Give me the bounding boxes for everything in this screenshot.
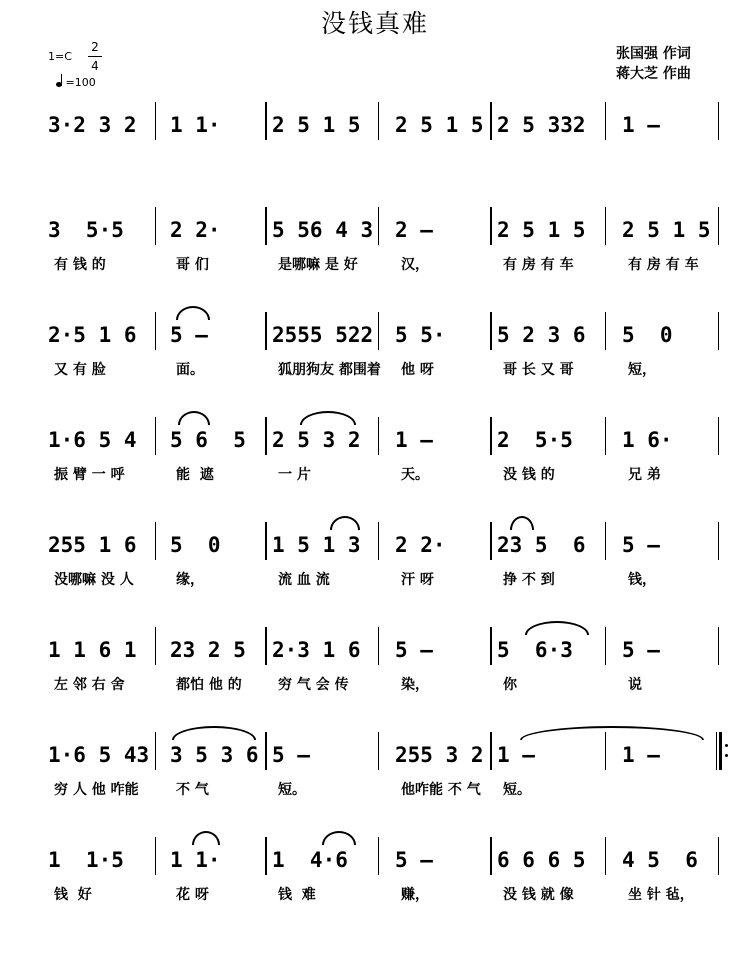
measure-notes: 255 1 6: [48, 533, 137, 557]
measure-lyrics: 赚，: [401, 887, 429, 903]
measure-lyrics: 钱，: [628, 572, 656, 588]
bar-line: [155, 207, 156, 245]
measure-lyrics: 哥 们: [176, 257, 209, 273]
measure-notes: 23 5 6: [497, 533, 586, 557]
bar-line: [155, 312, 156, 350]
bar-line: [155, 837, 156, 875]
slur-mark: [172, 726, 256, 740]
measure-notes: 1 –: [622, 743, 660, 767]
bar-line: [490, 312, 492, 350]
measure-notes: 1 1·: [170, 848, 221, 872]
bar-line: [265, 522, 267, 560]
slur-mark: [322, 831, 356, 845]
measure-lyrics: 缘，: [176, 572, 204, 588]
bar-line: [490, 627, 492, 665]
measure-lyrics: 说: [628, 677, 642, 693]
measure-notes: 1 –: [497, 743, 535, 767]
bar-line: [718, 522, 719, 560]
measure-notes: 1·6 5 4: [48, 428, 137, 452]
measure-notes: 5 –: [395, 638, 433, 662]
staff-system: [0, 843, 750, 913]
bar-line: [155, 102, 156, 140]
bar-line: [378, 837, 379, 875]
measure-lyrics: 能 遮: [176, 467, 214, 483]
measure-lyrics: 面。: [176, 362, 204, 378]
time-signature-top: 2: [91, 40, 99, 54]
measure-notes: 2·3 1 6: [272, 638, 361, 662]
measure-lyrics: 不 气: [176, 782, 209, 798]
staff-system: [0, 213, 750, 283]
measure-notes: 2 5·5: [497, 428, 573, 452]
bar-line: [718, 627, 719, 665]
measure-notes: 5 5·: [395, 323, 446, 347]
staff-system: [0, 108, 750, 178]
measure-lyrics: 短。: [503, 782, 531, 798]
measure-notes: 1 –: [622, 113, 660, 137]
measure-notes: 2·5 1 6: [48, 323, 137, 347]
staff-system: [0, 528, 750, 598]
slur-mark: [192, 831, 220, 845]
measure-lyrics: 没 钱 就 像: [503, 887, 574, 903]
bar-line: [490, 102, 492, 140]
slur-mark: [300, 411, 356, 425]
measure-lyrics: 你: [503, 677, 517, 693]
bar-line: [718, 417, 719, 455]
bar-line: [490, 522, 492, 560]
measure-lyrics: 有 钱 的: [54, 257, 106, 273]
measure-notes: 5 6·3: [497, 638, 573, 662]
bar-line: [265, 207, 267, 245]
measure-lyrics: 是哪嘛 是 好: [278, 257, 358, 273]
measure-notes: 2 –: [395, 218, 433, 242]
composer-credit: 蒋大芝 作曲: [616, 66, 691, 82]
measure-lyrics: 兄 弟: [628, 467, 661, 483]
measure-notes: 5 0: [622, 323, 673, 347]
measure-notes: 255 3 2: [395, 743, 484, 767]
bar-line: [378, 207, 379, 245]
measure-lyrics: 汉，: [401, 257, 429, 273]
measure-lyrics: 穷 人 他 咋能: [54, 782, 139, 798]
measure-notes: 1 6·: [622, 428, 673, 452]
lyricist-credit: 张国强 作词: [616, 46, 691, 62]
measure-lyrics: 花 呀: [176, 887, 209, 903]
measure-notes: 5 56 4 3: [272, 218, 374, 242]
bar-line: [605, 102, 606, 140]
song-title: 没钱真难: [320, 9, 429, 38]
measure-notes: 23 2 5: [170, 638, 246, 662]
measure-notes: 2555 522: [272, 323, 374, 347]
measure-lyrics: 振 臂 一 呼: [54, 467, 125, 483]
measure-notes: 1·6 5 43: [48, 743, 150, 767]
measure-lyrics: 短，: [628, 362, 656, 378]
measure-notes: 5 0: [170, 533, 221, 557]
bar-line: [378, 102, 379, 140]
bar-line: [490, 417, 492, 455]
bar-line: [155, 732, 156, 770]
measure-lyrics: 穷 气 会 传: [278, 677, 349, 693]
bar-line: [718, 312, 719, 350]
measure-lyrics: 他 呀: [401, 362, 434, 378]
measure-lyrics: 钱 好: [54, 887, 92, 903]
quarter-note-icon: [56, 82, 62, 87]
measure-lyrics: 钱 难: [278, 887, 316, 903]
measure-lyrics: 狐朋狗友 都围着: [278, 362, 381, 378]
slur-mark: [520, 726, 704, 740]
measure-notes: 1 1 6 1: [48, 638, 137, 662]
measure-notes: 1 –: [395, 428, 433, 452]
bar-line: [490, 732, 492, 770]
staff-system: [0, 738, 750, 808]
measure-lyrics: 汗 呀: [401, 572, 434, 588]
tempo-marking: [56, 76, 96, 89]
measure-notes: 6 6 6 5: [497, 848, 586, 872]
measure-notes: 5 6 5: [170, 428, 246, 452]
bar-line: [265, 312, 267, 350]
bar-line: [378, 312, 379, 350]
measure-lyrics: 哥 长 又 哥: [503, 362, 574, 378]
measure-notes: 5 –: [272, 743, 310, 767]
bar-line: [265, 417, 267, 455]
measure-notes: 2 5 1 5: [395, 113, 484, 137]
slur-mark: [176, 306, 210, 320]
time-signature-bottom: 4: [91, 59, 99, 73]
bar-line: [718, 102, 719, 140]
measure-lyrics: 有 房 有 车: [503, 257, 574, 273]
bar-line: [605, 837, 606, 875]
bar-line: [718, 207, 719, 245]
measure-notes: 5 –: [395, 848, 433, 872]
bar-line: [605, 627, 606, 665]
bar-line: [605, 312, 606, 350]
slur-mark: [330, 516, 360, 530]
measure-notes: 1 1·: [170, 113, 221, 137]
measure-lyrics: 他咋能 不 气: [401, 782, 481, 798]
measure-lyrics: 染，: [401, 677, 429, 693]
bar-line: [265, 732, 267, 770]
bar-line: [155, 522, 156, 560]
measure-notes: 1 4·6: [272, 848, 348, 872]
measure-lyrics: 有 房 有 车: [628, 257, 699, 273]
measure-lyrics: [628, 780, 708, 800]
measure-notes: 2 2·: [170, 218, 221, 242]
measure-notes: 5 2 3 6: [497, 323, 586, 347]
measure-notes: 2 5 1 5: [272, 113, 361, 137]
measure-notes: 1 5 1 3: [272, 533, 361, 557]
bar-line: [265, 627, 267, 665]
measure-notes: 3 5·5: [48, 218, 124, 242]
bar-line: [605, 417, 606, 455]
measure-notes: 3 5 3 6: [170, 743, 259, 767]
bar-line: [378, 417, 379, 455]
measure-notes: 2 5 332: [497, 113, 586, 137]
tempo-value: =100: [65, 76, 96, 89]
staff-system: [0, 423, 750, 493]
bar-line: [155, 417, 156, 455]
repeat-sign: [716, 732, 728, 770]
measure-notes: 2 5 1 5: [622, 218, 711, 242]
measure-lyrics: 挣 不 到: [503, 572, 555, 588]
bar-line: [378, 522, 379, 560]
measure-notes: 2 2·: [395, 533, 446, 557]
credits: [616, 44, 691, 84]
measure-lyrics: 坐 针 毡，: [628, 887, 694, 903]
score-header: [48, 40, 128, 92]
bar-line: [265, 837, 267, 875]
bar-line: [155, 627, 156, 665]
slur-mark: [525, 621, 589, 635]
bar-line: [605, 522, 606, 560]
measure-notes: 1 1·5: [48, 848, 124, 872]
measure-lyrics: 天。: [401, 467, 429, 483]
staff-system: [0, 318, 750, 388]
measure-notes: 5 –: [170, 323, 208, 347]
time-signature: [88, 40, 102, 73]
bar-line: [490, 207, 492, 245]
measure-notes: 5 –: [622, 533, 660, 557]
measure-lyrics: 一 片: [278, 467, 311, 483]
measure-notes: 4 5 6: [622, 848, 698, 872]
bar-line: [265, 102, 267, 140]
bar-line: [605, 207, 606, 245]
measure-lyrics: 左 邻 右 舍: [54, 677, 125, 693]
measure-lyrics: 没哪嘛 没 人: [54, 572, 134, 588]
slur-mark: [178, 411, 210, 425]
measure-notes: 2 5 3 2: [272, 428, 361, 452]
measure-lyrics: 都怕 他 的: [176, 677, 242, 693]
measure-notes: 5 –: [622, 638, 660, 662]
measure-lyrics: 没 钱 的: [503, 467, 555, 483]
measure-lyrics: 又 有 脸: [54, 362, 106, 378]
measure-lyrics: 短。: [278, 782, 306, 798]
measure-notes: 2 5 1 5: [497, 218, 586, 242]
bar-line: [718, 837, 719, 875]
bar-line: [378, 627, 379, 665]
slur-mark: [510, 516, 534, 530]
measure-notes: 3·2 3 2: [48, 113, 137, 137]
measure-lyrics: 流 血 流: [278, 572, 330, 588]
key-signature: 1=C: [48, 50, 72, 63]
bar-line: [378, 732, 379, 770]
bar-line: [490, 837, 492, 875]
staff-system: [0, 633, 750, 703]
